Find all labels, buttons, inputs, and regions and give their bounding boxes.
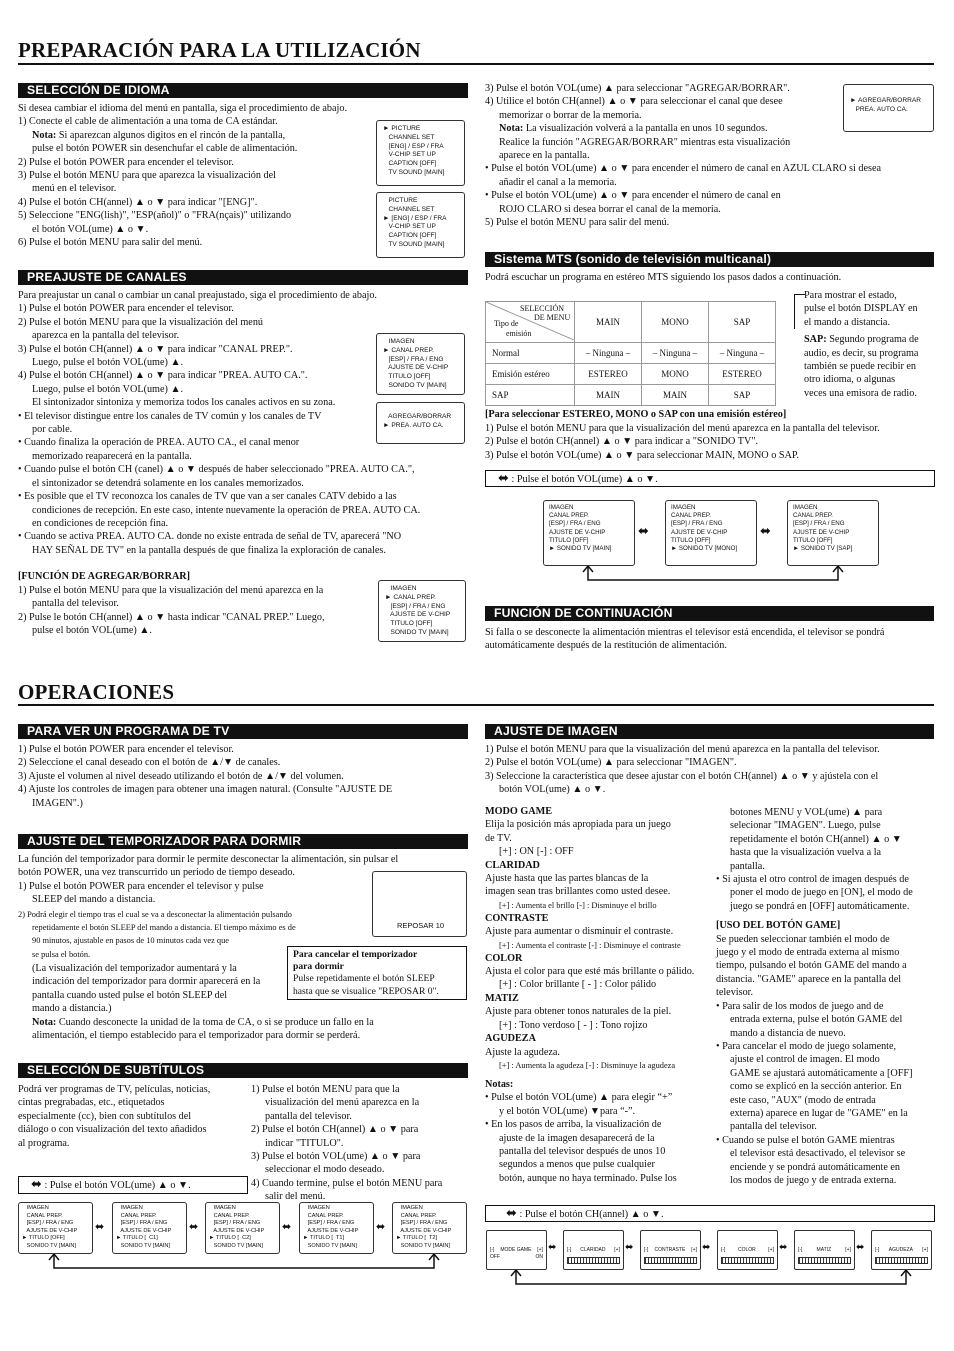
double-arrow-icon: ⬌ <box>702 1242 711 1253</box>
agregar-cont-line: añadir el canal a la memoria. <box>499 176 617 188</box>
dormir-line: SLEEP del mando a distancia. <box>32 894 156 906</box>
canales-line: en condiciones de recepción fina. <box>32 517 169 529</box>
mts-cell: – Ninguna – <box>642 343 709 364</box>
mts-col-mono: MONO <box>642 302 709 343</box>
dormir-step3 <box>18 962 288 1016</box>
page-title-preparacion: PREPARACIÓN PARA LA UTILIZACIÓN <box>18 38 421 62</box>
section-header-canales: PREAJUSTE DE CANALES <box>18 270 468 285</box>
subheader-agregar-borrar: [FUNCIÓN DE AGREGAR/BORRAR] <box>18 571 191 582</box>
modo-game-values: [+] : ON [-] : OFF <box>499 846 574 858</box>
meter-name: MODE GAME <box>500 1247 532 1253</box>
mts-corner-left2: emisión <box>506 329 532 338</box>
meter-minus: [-] <box>490 1247 495 1253</box>
uso-line: tiempo, pulsando el botón GAME del mando a <box>716 960 907 972</box>
mts-corner-left: Tipo de <box>494 319 519 328</box>
agregar-line: 1) Pulse el botón MENU para que la visualización del menú aparezca en la <box>18 585 324 596</box>
color-text: Ajusta el color para que esté más brillante o pálido. <box>485 966 695 978</box>
subtitulos-hint-text: : Pulse el botón VOL(ume) ▲ o ▼. <box>44 1180 191 1191</box>
canales-line: condiciones de recepción. En este caso, intente nuevamente la operación de PREA. AUTO CA. <box>32 504 421 516</box>
agregar-line: pulse el botón VOL(ume) ▲. <box>32 625 152 637</box>
section-header-continuacion: FUNCIÓN DE CONTINUACIÓN <box>485 606 934 621</box>
cancel-line: Pulse repetidamente el botón SLEEP <box>293 973 435 985</box>
mts-cell: MONO <box>642 364 709 385</box>
dormir-line: 1) Pulse el botón POWER para encender el televisor y pulse <box>18 880 264 892</box>
imagen-hint-box <box>485 1205 935 1222</box>
idioma-line: el botón VOL(ume) ▲ o ▼. <box>32 223 149 235</box>
subtitulos-intro <box>18 1083 250 1150</box>
double-arrow-icon: ⬌ <box>95 1220 105 1233</box>
meter-modo-game <box>486 1230 547 1270</box>
meter-matiz <box>794 1230 855 1270</box>
imagen-right-line: repetidamente el botón CH(annel) ▲ o ▼ <box>730 833 902 845</box>
notas-label: Notas: <box>485 1078 514 1090</box>
idioma-line: 4) Pulse el botón CH(annel) ▲ o ▼ para indicar "[ENG]". <box>18 196 258 208</box>
idioma-text <box>18 102 378 249</box>
dormir-note <box>18 1016 468 1043</box>
uso-line: juego y el modo de entrada externa al mismo <box>716 947 900 959</box>
mts-row-label: Emisión estéreo <box>486 364 575 385</box>
mts-row-label: SAP <box>486 385 575 406</box>
matiz-values: [+] : Tono verdoso [ - ] : Tono rojizo <box>499 1019 648 1031</box>
canales-line: HAY SEÑAL DE TV" en la pantalla después de que finaliza la exploración de canales. <box>32 544 386 556</box>
menu-screen-agregar: IMAGEN ► CANAL PREP. [ESP] / FRA / ENG AJUSTE DE V-CHIP TITULO [OFF] SONIDO TV [MAIN] <box>378 580 466 642</box>
mts-cell: – Ninguna – <box>709 343 776 364</box>
section-header-idioma: SELECCIÓN DE IDIOMA <box>18 83 468 98</box>
idioma-line: 1) Conecte el cable de alimentación a una toma de CA estándar. <box>18 116 278 128</box>
ver-step: 3) Ajuste el volumen al nivel deseado utilizando el botón de ▲/▼ del volumen. <box>18 770 344 782</box>
claridad-values: [+] : Aumenta el brillo [-] : Disminuye el brillo <box>499 900 657 910</box>
idioma-note-rest: Si aparezcan algunos digitos en el rincón de la pantalla, <box>56 129 286 141</box>
mts-step: 3) Pulse el botón VOL(ume) ▲ o ▼ para seleccionar MAIN, MONO o SAP. <box>485 449 799 461</box>
cancel-title: Para cancelar el temporizador <box>293 949 418 960</box>
matiz-label: MATIZ <box>485 992 519 1004</box>
double-arrow-icon: ⬌ <box>376 1220 386 1233</box>
subtitulos-step: visualización del menú aparezca en la <box>265 1097 420 1109</box>
dormir-step3-line: (La visualización del temporizador aumentará y la <box>32 963 237 974</box>
meter-name: CLARIDAD <box>580 1247 606 1253</box>
agregar-cont-line: memorizar o borrar de la memoria. <box>499 109 642 121</box>
color-values: [+] : Color brillante [ - ] : Color pálido <box>499 979 657 991</box>
caption-loop-arrow <box>46 1254 446 1274</box>
sleep-timer-screen: REPOSAR 10 <box>372 871 467 937</box>
meter-plus: [+] <box>614 1247 620 1253</box>
meter-off: OFF <box>490 1254 500 1260</box>
mts-cell: MAIN <box>642 385 709 406</box>
agregar-cont-line: Realice la función "AGREGAR/BORRAR" mientras esta visualización <box>499 136 791 148</box>
canales-line: aparezca en la pantalla del televisor. <box>32 330 180 342</box>
subtitulos-step: pantalla del televisor. <box>265 1110 352 1122</box>
double-arrow-icon: ⬌ <box>189 1220 199 1233</box>
ver-steps <box>18 743 468 810</box>
subtitulos-step: 1) Pulse el botón MENU para que la <box>251 1084 400 1095</box>
canales-line: • Cuando pulse el botón CH (canel) ▲ o ▼ después de haber seleccionado "PREA. AUTO CA.", <box>18 464 415 476</box>
uso-line: el televisor está desactivado, el televisor se <box>730 1148 906 1160</box>
mts-hint-box <box>485 470 935 487</box>
mts-screen-main: IMAGEN CANAL PREP. [ESP] / FRA / ENG AJUSTE DE V-CHIP TITULO [OFF] ► SONIDO TV [MAIN] <box>543 500 635 566</box>
mts-steps <box>485 422 935 462</box>
subtitulos-step: indicar "TITULO". <box>265 1137 344 1149</box>
canales-line: • Cuando se activa PREA. AUTO CA. donde no existe entrada de señal de TV, aparecerá "NO <box>18 531 402 543</box>
mts-corner-top: SELECCIÓN <box>520 304 564 313</box>
uso-line: externa) aparece en lugar de "GAME" en la <box>730 1107 908 1119</box>
double-arrow-icon: ⬌ <box>760 524 771 539</box>
mts-side-line: Para mostrar el estado, <box>804 290 897 301</box>
canales-line: por cable. <box>32 424 73 436</box>
meter-name: COLOR <box>737 1247 756 1253</box>
dormir-step2-line: 2) Podrá elegir el tiempo tras el cual se va a desconectar la alimentación pulsando <box>18 910 292 919</box>
imagen-right-line: pantalla. <box>730 860 765 872</box>
idioma-line: 2) Pulse el botón POWER para encender el televisor. <box>18 156 234 168</box>
agregar-cont-line: ROJO CLARO si desea borrar el canal de la memoria. <box>499 203 721 215</box>
uso-line: televisor. <box>716 987 754 999</box>
loop-arrow <box>580 566 850 586</box>
mts-sap-label: SAP: <box>804 334 827 346</box>
claridad-text: Ajuste hasta que las partes blancas de la <box>485 873 649 885</box>
subtitulos-step: 3) Pulse el botón VOL(ume) ▲ o ▼ para <box>251 1151 421 1163</box>
canales-line: • Cuando finaliza la operación de PREA. AUTO CA., el canal menor <box>18 437 300 449</box>
subtitulos-step: 2) Pulse el botón CH(annel) ▲ o ▼ para <box>251 1124 419 1136</box>
meter-name: AGUDEZA <box>888 1247 913 1253</box>
meter-track <box>644 1257 697 1264</box>
caption-screen-t1: IMAGEN CANAL PREP. [ESP] / FRA / ENG AJUSTE DE V-CHIP ► TITULO [ T1] SONIDO TV [MAIN] <box>299 1202 374 1254</box>
meter-minus: [-] <box>644 1247 649 1253</box>
uso-line: mando a distancia de nuevo. <box>730 1027 846 1039</box>
agregar-cont-line: • Pulse el botón VOL(ume) ▲ o ▼ para encender el número de canal en <box>485 190 781 202</box>
dormir-line: botón POWER, una vez transcurrido un periodo de tiempo deseado. <box>18 867 295 879</box>
claridad-label: CLARIDAD <box>485 859 540 871</box>
contraste-label: CONTRASTE <box>485 912 549 924</box>
ver-step: IMAGEN".) <box>32 797 83 809</box>
mts-sap-line: también se puede recibir en <box>804 361 917 373</box>
ver-step: 1) Pulse el botón POWER para encender el televisor. <box>18 744 234 755</box>
notas-line: segundos a menos que pulse cualquier <box>499 1159 655 1171</box>
uso-line: distancia. "GAME" aparece en la pantalla del <box>716 973 902 985</box>
matiz-text: Ajuste para obtener tonos naturales de la piel. <box>485 1006 672 1018</box>
dormir-step2-line: se pulsa el botón. <box>32 949 91 959</box>
meter-name: MATIZ <box>816 1247 832 1253</box>
modo-game-text: de TV. <box>485 832 512 844</box>
imagen-loop-arrow <box>508 1270 918 1290</box>
canales-line: Luego, pulse el botón VOL(ume) ▲. <box>32 383 184 395</box>
canales-line: El sintonizador sintoniza y memoriza todos los canales activos en su zona. <box>32 397 336 409</box>
imagen-right-line: botones MENU y VOL(ume) ▲ para <box>730 807 883 818</box>
uso-line: este caso, "AUX" (modo de entrada <box>730 1094 876 1106</box>
subtitulos-step: 4) Cuando termine, pulse el botón MENU para <box>251 1177 443 1189</box>
idioma-line: 3) Pulse el botón MENU para que aparezca la visualización del <box>18 170 276 182</box>
mts-subheader: [Para seleccionar ESTEREO, MONO o SAP con una emisión estéreo] <box>485 409 787 420</box>
agregar-cont-line: • Pulse el botón VOL(ume) ▲ o ▼ para encender el número de canal en AZUL CLARO si desea <box>485 163 882 175</box>
canales-line: Para preajustar un canal o cambiar un canal preajustado, siga el procedimiento de abajo. <box>18 290 377 301</box>
claridad-text: imagen sean tras brillantes como usted desee. <box>485 886 671 898</box>
uso-line: entrada externa, pulse el botón GAME del <box>730 1014 903 1026</box>
canales-line: • Es posible que el TV reconozca los canales de TV que van a ser canales CATV debido a las <box>18 491 397 503</box>
mts-cell: – Ninguna – <box>575 343 642 364</box>
mts-intro: Podrá escuchar un programa en estéreo MTS siguiendo los pasos dados a continuación. <box>485 272 842 283</box>
double-arrow-icon: ⬌ <box>856 1242 865 1253</box>
uso-line: pantalla del televisor. <box>730 1121 817 1133</box>
continuacion-line: automáticamente después de la restitución de alimentación. <box>485 640 727 652</box>
meter-minus: [-] <box>798 1247 803 1253</box>
uso-line: enciende y se pondrá automáticamente en <box>730 1161 900 1173</box>
agudeza-values: [+] : Aumenta la agudeza [-] : Disminuye la agudeza <box>499 1060 676 1070</box>
continuacion-line: Si falla o se desconecte la alimentación mientras el televisor está encendida, el televisor se pondrá <box>485 627 885 638</box>
imagen-right-line: hasta que la visualización vuelva a la <box>730 847 882 859</box>
dormir-step3-line: pantalla cuando usted pulse el botón SLEEP del <box>32 989 228 1001</box>
meter-on: ON <box>535 1254 543 1260</box>
cancel-title: para dormir <box>293 961 344 973</box>
meter-plus: [+] <box>922 1247 928 1253</box>
meter-track <box>798 1257 851 1264</box>
idioma-line: pulse el botón POWER sin desenchufar el cable de alimentación. <box>32 143 298 155</box>
mts-screen-sap: IMAGEN CANAL PREP. [ESP] / FRA / ENG AJUSTE DE V-CHIP TITULO [OFF] ► SONIDO TV [SAP] <box>787 500 879 566</box>
section-header-mts: Sistema MTS (sonido de televisión multicanal) <box>485 252 934 267</box>
section-header-ver: PARA VER UN PROGRAMA DE TV <box>18 724 468 739</box>
agregar-line: pantalla del televisor. <box>32 598 119 610</box>
mts-step: 1) Pulse el botón MENU para que la visualización del menú aparezca en la pantalla del televisor. <box>485 423 880 434</box>
dormir-note-line: alimentación, el tiempo establecido para el temporizador para dormir se perderá. <box>32 1030 361 1042</box>
title-rule-2 <box>18 704 934 706</box>
idioma-line: 6) Pulse el botón MENU para salir del menú. <box>18 237 203 249</box>
canales-line: 2) Pulse el botón MENU para que la visualización del menú <box>18 316 264 328</box>
section-header-subtitulos: SELECCIÓN DE SUBTÍTULOS <box>18 1063 468 1078</box>
caption-screen-off: IMAGEN CANAL PREP. [ESP] / FRA / ENG AJUSTE DE V-CHIP ► TITULO [OFF] SONIDO TV [MAIN] <box>18 1202 93 1254</box>
mts-table <box>485 301 776 406</box>
double-arrow-icon: ⬌ <box>779 1242 788 1253</box>
meter-plus: [+] <box>691 1247 697 1253</box>
modo-game-label: MODO GAME <box>485 806 553 817</box>
mts-side-note <box>804 289 938 400</box>
agregar-steps <box>18 584 378 638</box>
double-arrow-icon: ⬌ <box>548 1242 557 1253</box>
mts-cell: SAP <box>709 385 776 406</box>
imagen-step: 2) Pulse el botón VOL(ume) ▲ para seleccionar "IMAGEN". <box>485 757 737 769</box>
imagen-right-line: • Si ajusta el otro control de imagen después de <box>716 874 909 886</box>
subtitulos-left-line: Podrá ver programas de TV, películas, noticias, <box>18 1084 211 1095</box>
dormir-step3-line: indicación del temporizador para dormir aparecerá en la <box>32 976 261 988</box>
modo-game-text: Elija la posición más apropiada para un juego <box>485 819 671 831</box>
meter-track <box>875 1257 928 1264</box>
double-arrow-icon: ⬌ <box>282 1220 292 1233</box>
subtitulos-step: seleccionar el modo deseado. <box>265 1164 385 1176</box>
subtitulos-step: salir del menú. <box>265 1191 326 1203</box>
menu-screen-prea-auto: AGREGAR/BORRAR ► PREA. AUTO CA. <box>376 402 465 444</box>
imagen-right-line: juego se pondrá en [OFF] automáticamente. <box>730 900 910 912</box>
mts-cell: ESTEREO <box>575 364 642 385</box>
meter-plus: [+] <box>537 1247 543 1253</box>
imagen-right-line: poner el modo de juego en [ON], el modo de <box>730 887 913 899</box>
subtitulos-left-line: especialmente (cc), bien con subtítulos del <box>18 1110 192 1122</box>
meter-track <box>721 1257 774 1264</box>
left-right-arrow-icon: ⬌ <box>506 1206 517 1221</box>
mts-corner-mid: DE MENU <box>534 313 571 322</box>
mts-side-line: el mando a distancia. <box>804 316 890 328</box>
meter-claridad <box>563 1230 624 1270</box>
mts-col-sap: SAP <box>709 302 776 343</box>
idioma-note: Nota: Si aparezcan algunos digitos en el rincón de la pantalla, <box>32 129 286 141</box>
uso-game-label: [USO DEL BOTÓN GAME] <box>716 920 841 932</box>
agudeza-label: AGUDEZA <box>485 1033 536 1045</box>
agregar-cont-line: aparece en la pantalla. <box>499 150 590 162</box>
dormir-step2-line: 90 minutos, ajustable en pasos de 10 minutos cada vez que <box>32 936 230 946</box>
uso-line: GAME se ajustará automáticamente a [OFF] <box>730 1067 913 1079</box>
dormir-step3-line: mando a distancia.) <box>32 1003 112 1015</box>
mts-sap-line: otro idioma, o algunas <box>804 374 896 386</box>
contraste-text: Ajuste para aumentar o disminuir el contraste. <box>485 926 674 938</box>
imagen-right-line: selecionar "IMAGEN". Luego, pulse <box>730 820 881 832</box>
double-arrow-icon: ⬌ <box>625 1242 634 1253</box>
dormir-note-line: Cuando desconecte la unidad de la toma de CA, o si se produce un fallo en la <box>56 1017 374 1028</box>
continuacion-text <box>485 626 935 653</box>
imagen-step: botón VOL(ume) ▲ o ▼. <box>499 784 606 796</box>
imagen-hint-text: : Pulse el botón CH(annel) ▲ o ▼. <box>519 1209 664 1220</box>
contraste-values: [+] : Aumenta el contraste [-] : Disminuye el contraste <box>499 940 681 950</box>
subtitulos-hint-box <box>18 1176 248 1194</box>
mts-corner-cell <box>486 302 575 343</box>
mts-cell: MAIN <box>575 385 642 406</box>
caption-screen-c2: IMAGEN CANAL PREP. [ESP] / FRA / ENG AJUSTE DE V-CHIP ► TITULO [ C2] SONIDO TV [MAIN] <box>205 1202 280 1254</box>
left-right-arrow-icon: ⬌ <box>31 1177 42 1192</box>
caption-screen-t2: IMAGEN CANAL PREP. [ESP] / FRA / ENG AJUSTE DE V-CHIP ► TITULO [ T2] SONIDO TV [MAIN] <box>392 1202 467 1254</box>
menu-screen-agregar-borrar: ► AGREGAR/BORRAR PREA. AUTO CA. <box>843 84 934 132</box>
mts-sap-line: Segundo programa de <box>826 334 919 346</box>
dormir-line: La función del temporizador para dormir le permite desconectar la alimentación, sin pulsar el <box>18 854 399 865</box>
imagen-step: 1) Pulse el botón MENU para que la visualización del menú aparezca en la pantalla del televisor. <box>485 744 880 755</box>
uso-line: Se pueden seleccionar también el modo de <box>716 933 890 945</box>
page-title-operaciones: OPERACIONES <box>18 680 175 704</box>
section-header-imagen: AJUSTE DE IMAGEN <box>485 724 934 739</box>
imagen-settings <box>485 805 710 1185</box>
imagen-step: 3) Seleccione la característica que desee ajustar con el botón CH(annel) ▲ o ▼ y ajústela con el <box>485 770 879 782</box>
imagen-steps <box>485 743 935 797</box>
caption-screen-c1: IMAGEN CANAL PREP. [ESP] / FRA / ENG AJUSTE DE V-CHIP ► TITULO [ C1] SONIDO TV [MAIN] <box>112 1202 187 1254</box>
canales-line: 4) Pulse el botón CH(annel) ▲ o ▼ para indicar "PREA. AUTO CA.". <box>18 370 308 382</box>
uso-line: ajuste el control de imagen. El modo <box>730 1054 880 1066</box>
notas-line: ajuste de la imagen desaparecerá de la <box>499 1132 655 1144</box>
canales-line: memorizado reaparecerá en la pantalla. <box>32 450 192 462</box>
agregar-cont-line: 5) Pulse el botón MENU para salir del menú. <box>485 217 670 229</box>
mts-cell: ESTEREO <box>709 364 776 385</box>
notas-line: • En los pasos de arriba, la visualización de <box>485 1119 662 1131</box>
double-arrow-icon: ⬌ <box>638 524 649 539</box>
menu-screen-canal-prep: IMAGEN ► CANAL PREP. [ESP] / FRA / ENG AJUSTE DE V-CHIP TITULO [OFF] SONIDO TV [MAIN] <box>376 333 465 395</box>
color-label: COLOR <box>485 952 523 964</box>
agregar-cont-line: 3) Pulse el botón VOL(ume) ▲ para seleccionar "AGREGAR/BORRAR". <box>485 83 790 94</box>
idioma-line: 5) Seleccione "ENG(lish)", "ESP(añol)" o "FRA(nçais)" utilizando <box>18 210 292 222</box>
canales-line: el sintonizador se detendrá solamente en los canales memorizados. <box>32 477 304 489</box>
mts-side-line: pulse el botón DISPLAY en <box>804 303 918 315</box>
uso-line: • Cuando se pulse el botón GAME mientras <box>716 1134 895 1146</box>
agudeza-text: Ajuste la agudeza. <box>485 1046 560 1058</box>
mts-table-grid <box>485 301 776 406</box>
idioma-line: menú en el televisor. <box>32 183 117 195</box>
uso-line: los modos de juego y de entrada externa. <box>730 1174 897 1186</box>
meter-plus: [+] <box>845 1247 851 1253</box>
agregar-note: Nota: La visualización volverá a la pantalla en unos 10 segundos. <box>499 123 768 135</box>
subtitulos-left-line: diálogo o con visualización del texto añadidos <box>18 1124 207 1136</box>
meter-name: CONTRASTE <box>654 1247 686 1253</box>
notas-line: pantalla del televisor después de unos 10 <box>499 1145 666 1157</box>
dormir-step2-line: repetidamente el botón SLEEP del mando a distancia. El tiempo máximo es de <box>32 923 296 933</box>
subtitulos-steps <box>251 1083 469 1204</box>
mts-hint-text: : Pulse el botón VOL(ume) ▲ o ▼. <box>511 474 658 485</box>
mts-step: 2) Pulse el botón CH(annel) ▲ o ▼ para indicar a "SONIDO TV". <box>485 436 759 448</box>
mts-screen-mono: IMAGEN CANAL PREP. [ESP] / FRA / ENG AJUSTE DE V-CHIP TITULO [OFF] ► SONIDO TV [MONO] <box>665 500 757 566</box>
uso-line: • Para cancelar el modo de juego solamente, <box>716 1040 897 1052</box>
meter-minus: [-] <box>875 1247 880 1253</box>
subtitulos-left-line: cintas pregrabadas, etc., etiquetados <box>18 1097 165 1109</box>
mts-row-label: Normal <box>486 343 575 364</box>
meter-color <box>717 1230 778 1270</box>
mts-sap-line: veces una emisora de radio. <box>804 387 917 399</box>
section-header-dormir: AJUSTE DEL TEMPORIZADOR PARA DORMIR <box>18 834 468 849</box>
cancel-sleep-box <box>287 946 467 1000</box>
agregar-cont-line: 4) Utilice el botón CH(annel) ▲ o ▼ para seleccionar el canal que desee <box>485 96 783 108</box>
meter-track <box>567 1257 620 1264</box>
canales-line: 1) Pulse el botón POWER para encender el televisor. <box>18 303 234 315</box>
uso-line: como se explicó en la sección anterior. En <box>730 1081 902 1093</box>
meter-plus: [+] <box>768 1247 774 1253</box>
agregar-line: 2) Pulse le botón CH(annel) ▲ o ▼ hasta indicar "CANAL PREP." Luego, <box>18 611 325 623</box>
cancel-line: hasta que se visualice "REPOSAR 0". <box>293 985 439 997</box>
ver-step: 2) Seleccione el canal deseado con el botón de ▲/▼ de canales. <box>18 757 281 769</box>
ver-step: 4) Ajuste los controles de imagen para obtener una imagen natural. (Consulte "AJUSTE DE <box>18 784 393 796</box>
notas-line: • Pulse el botón VOL(ume) ▲ para elegir “+” <box>485 1092 673 1104</box>
idioma-line: Si desea cambiar el idioma del menú en pantalla, siga el procedimiento de abajo. <box>18 103 347 114</box>
notas-line: botón, aunque no haya terminado. Pulse los <box>499 1172 677 1184</box>
mts-sap-line: audio, es decir, su programa <box>804 347 919 359</box>
dormir-note-label: Nota: <box>32 1017 57 1028</box>
canales-line: Luego, pulse el botón VOL(ume) ▲. <box>32 357 184 369</box>
notas-line: y el botón VOL(ume) ▼para “-”. <box>499 1105 636 1117</box>
menu-screen-language: PICTURE CHANNEL SET ► [ENG] / ESP / FRA V-CHIP SET UP CAPTION [OFF] TV SOUND [MAIN] <box>376 192 465 258</box>
menu-screen-english: ► PICTURE CHANNEL SET [ENG] / ESP / FRA V-CHIP SET UP CAPTION [OFF] TV SOUND [MAIN] <box>376 120 465 186</box>
mts-col-main: MAIN <box>575 302 642 343</box>
meter-minus: [-] <box>721 1247 726 1253</box>
meter-agudeza <box>871 1230 932 1270</box>
canales-line: • El televisor distingue entre los canales de TV común y los canales de TV <box>18 410 322 422</box>
canales-line: 3) Pulse el botón CH(annel) ▲ o ▼ para indicar "CANAL PREP.". <box>18 343 293 355</box>
title-rule <box>18 63 934 65</box>
left-right-arrow-icon: ⬌ <box>498 471 509 486</box>
meter-contraste <box>640 1230 701 1270</box>
meter-minus: [-] <box>567 1247 572 1253</box>
uso-line: • Para salir de los modos de juego and de <box>716 1000 884 1012</box>
imagen-right-col <box>716 806 936 1187</box>
subtitulos-left-line: al programa. <box>18 1137 70 1149</box>
